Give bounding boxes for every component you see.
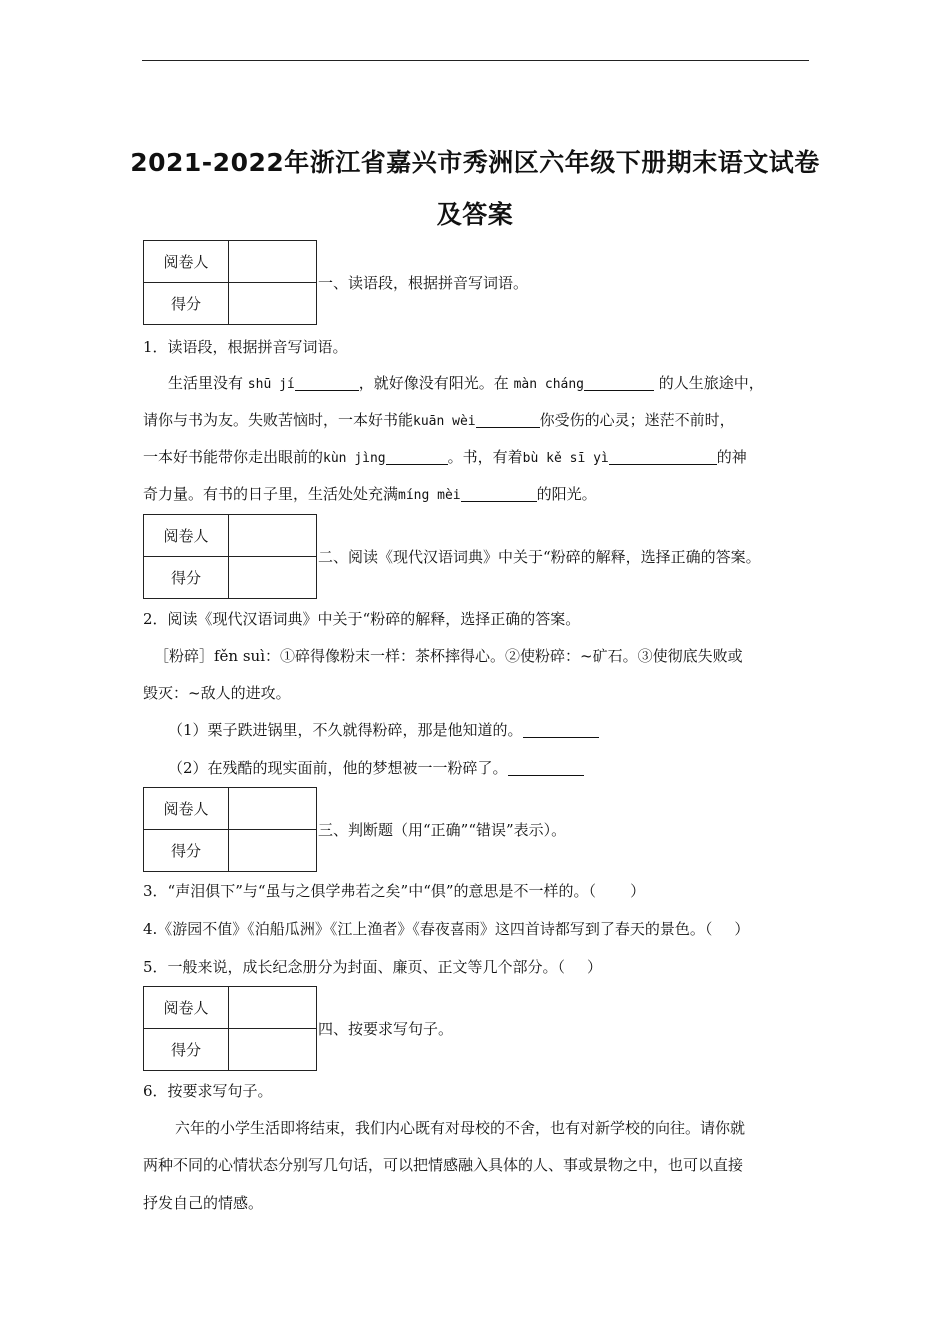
answer-blank-2[interactable]	[584, 374, 654, 391]
q1-text: ，就好像没有阳光。在	[358, 374, 509, 392]
q1-text: 的阳光。	[536, 485, 597, 503]
q2-definition-line1: ［粉碎］fěn suì：①碎得像粉末一样：茶杯摔得心。②使粉碎：~矿石。③使彻底失败或	[154, 647, 743, 665]
reviewer-label: 阅卷人	[144, 241, 229, 283]
answer-blank-6[interactable]	[461, 485, 537, 502]
pinyin-manchang: màn cháng	[513, 377, 585, 392]
q1-text: 你受伤的心灵；迷茫不前时，	[539, 411, 735, 429]
q6-prompt-line2: 两种不同的心情状态分别写几句话，可以把情感融入具体的人、事或景物之中，也可以直接	[143, 1156, 744, 1174]
top-rule	[142, 60, 809, 61]
pinyin-kunjing: kùn jìng	[323, 451, 386, 466]
question-1-stem: 1．读语段，根据拼音写词语。	[143, 338, 348, 356]
q6-prompt-line1: 六年的小学生活即将结束，我们内心既有对母校的不舍，也有对新学校的向往。请你就	[175, 1119, 746, 1137]
reviewer-cell	[229, 788, 317, 830]
score-cell	[229, 557, 317, 599]
q1-text: 。书，有着	[447, 448, 523, 466]
q1-text: 的神	[716, 448, 747, 466]
score-box-1	[143, 240, 317, 325]
score-box-3	[143, 787, 317, 872]
q2-definition-line2: 毁灭：~敌人的进攻。	[143, 684, 291, 702]
answer-blank-5[interactable]	[609, 448, 717, 465]
reviewer-label: 阅卷人	[144, 788, 229, 830]
answer-blank-q2-2[interactable]	[508, 759, 584, 776]
pinyin-shuji: shū jí	[247, 377, 295, 392]
reviewer-label: 阅卷人	[144, 515, 229, 557]
reviewer-label: 阅卷人	[144, 987, 229, 1029]
question-6-stem: 6．按要求写句子。	[143, 1082, 273, 1100]
score-box-2	[143, 514, 317, 599]
q1-passage-line4	[143, 484, 597, 506]
q3-item5-text: 5．一般来说，成长纪念册分为封面、廉页、正文等几个部分。（	[143, 958, 566, 976]
score-label: 得分	[144, 1029, 229, 1071]
reviewer-cell	[229, 241, 317, 283]
answer-blank-q2-1[interactable]	[523, 721, 599, 738]
reviewer-cell	[229, 515, 317, 557]
q1-text: 请你与书为友。失败苦恼时，一本好书能	[143, 411, 414, 429]
q1-text: 奇力量。有书的日子里，生活处处充满	[143, 485, 399, 503]
score-label: 得分	[144, 830, 229, 872]
q1-passage-line1	[168, 373, 764, 395]
pinyin-bukesiyi: bù kě sī yì	[522, 451, 609, 466]
section-heading-2: 二、阅读《现代汉语词典》中关于“粉碎的解释，选择正确的答案。	[318, 548, 761, 566]
q3-item3-text: 3．“声泪俱下”与“虽与之俱学弗若之矣”中“俱”的意思是不一样的。（	[143, 882, 597, 900]
section-heading-1: 一、读语段，根据拼音写词语。	[318, 274, 529, 292]
question-2-stem: 2．阅读《现代汉语词典》中关于“粉碎的解释，选择正确的答案。	[143, 610, 581, 628]
paren-close: ）	[734, 920, 750, 938]
score-label: 得分	[144, 557, 229, 599]
score-cell	[229, 830, 317, 872]
q2-sub-question-2	[168, 758, 584, 778]
q2-sub1-text: （1）栗子跌进锅里，不久就得粉碎，那是他知道的。	[168, 721, 523, 739]
score-cell	[229, 283, 317, 325]
q6-prompt-line3: 抒发自己的情感。	[143, 1194, 264, 1212]
answer-blank-4[interactable]	[386, 448, 448, 465]
page-title-line1: 2021-2022年浙江省嘉兴市秀洲区六年级下册期末语文试卷	[130, 148, 820, 177]
q2-sub2-text: （2）在残酷的现实面前，他的梦想被一一粉碎了。	[168, 759, 508, 777]
page-title-line2: 及答案	[436, 200, 514, 229]
section-heading-4: 四、按要求写句子。	[318, 1020, 454, 1038]
q3-item-3	[143, 881, 645, 901]
section-heading-3: 三、判断题（用“正确”“错误”表示）。	[318, 821, 567, 839]
pinyin-kuanwei: kuān wèi	[413, 414, 476, 429]
paren-close: ）	[630, 882, 646, 900]
score-cell	[229, 1029, 317, 1071]
q1-text: 的人生旅途中，	[658, 374, 764, 392]
reviewer-cell	[229, 987, 317, 1029]
paren-close: ）	[587, 958, 603, 976]
q3-item-4	[143, 919, 749, 939]
q3-item4-text: 4.《游园不值》《泊船瓜洲》《江上渔者》《春夜喜雨》这四首诗都写到了春天的景色。（	[143, 920, 713, 938]
q1-passage-line3	[143, 447, 747, 469]
pinyin-mingmei: míng mèi	[398, 488, 461, 503]
q2-sub-question-1	[168, 720, 599, 740]
q3-item-5	[143, 957, 602, 977]
score-box-4	[143, 986, 317, 1071]
q1-passage-line2	[143, 410, 735, 432]
answer-blank-3[interactable]	[476, 411, 540, 428]
answer-blank-1[interactable]	[295, 374, 359, 391]
q1-text: 生活里没有	[168, 374, 244, 392]
score-label: 得分	[144, 283, 229, 325]
q1-text: 一本好书能带你走出眼前的	[143, 448, 324, 466]
